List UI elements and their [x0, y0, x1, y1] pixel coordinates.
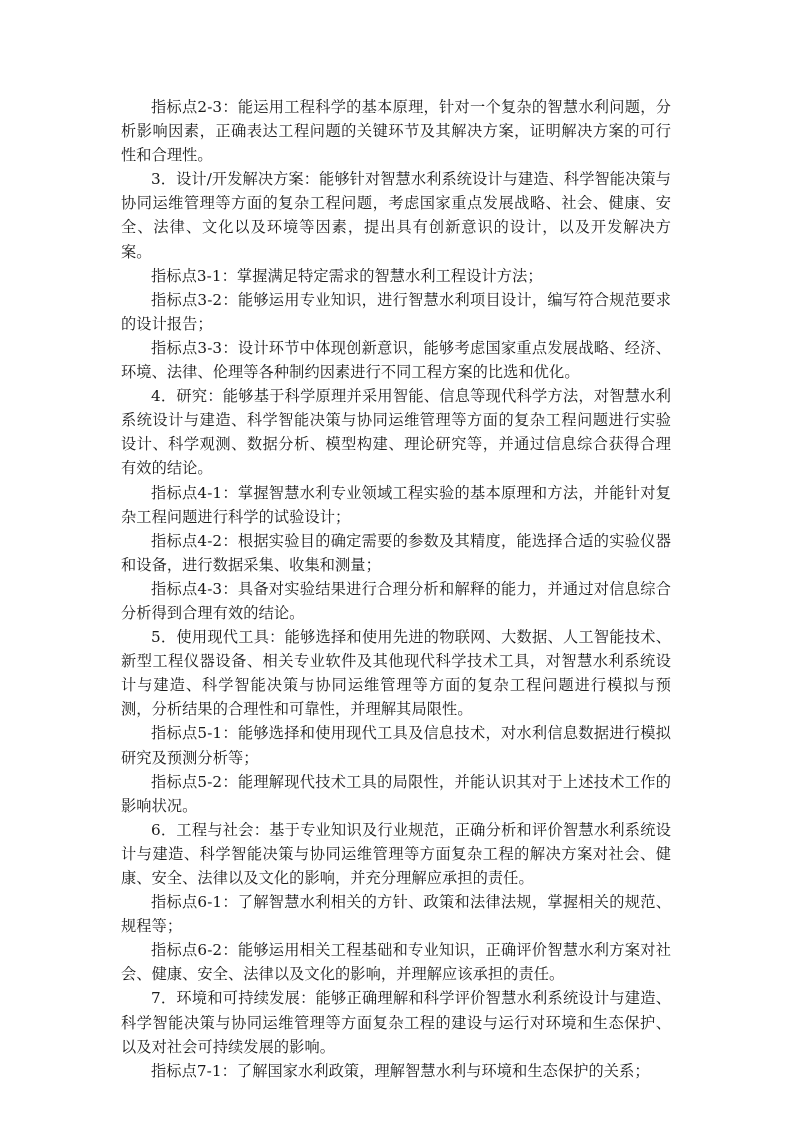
indicator-3-1: 指标点3-1：掌握满足特定需求的智慧水利工程设计方法； — [151, 266, 543, 285]
requirement-5-modern-tools: 5．使用现代工具：能够选择和使用先进的物联网、大数据、人工智能技术、新型工程仪器设备、相关专业软件及其他现代科学技术工具，对智慧水利系统设计与建造、科学智能决策与协同运维管理等方面的复杂工程问题进行模拟与预测，分析结果的合理性和可靠性，并理解其局限性。 — [121, 628, 671, 719]
indicator-5-1: 指标点5-1：能够选择和使用现代工具及信息技术，对水利信息数据进行模拟研究及预测分析等； — [121, 724, 671, 767]
requirement-3-design: 3．设计/开发解决方案：能够针对智慧水利系统设计与建造、科学智能决策与协同运维管理等方面的复杂工程问题，考虑国家重点发展战略、社会、健康、安全、法律、文化以及环境等因素，提出具有创新意识的设计，以及开发解决方案。 — [121, 170, 671, 261]
indicator-3-2: 指标点3-2：能够运用专业知识，进行智慧水利项目设计，编写符合规范要求的设计报告； — [121, 290, 671, 333]
indicator-4-1: 指标点4-1：掌握智慧水利专业领域工程实验的基本原理和方法，并能针对复杂工程问题进行科学的试验设计； — [121, 483, 671, 526]
requirement-6-engineering-society: 6．工程与社会：基于专业知识及行业规范，正确分析和评价智慧水利系统设计与建造、科学智能决策与协同运维管理等方面复杂工程的解决方案对社会、健康、安全、法律以及文化的影响，并充分理解应承担的责任。 — [121, 820, 671, 887]
indicator-4-2: 指标点4-2：根据实验目的确定需要的参数及其精度，能选择合适的实验仪器和设备，进行数据采集、收集和测量； — [121, 531, 671, 574]
requirement-7-environment: 7．环境和可持续发展：能够正确理解和科学评价智慧水利系统设计与建造、科学智能决策与协同运维管理等方面复杂工程的建设与运行对环境和生态保护、以及对社会可持续发展的影响。 — [121, 989, 671, 1056]
indicator-2-3: 指标点2-3：能运用工程科学的基本原理，针对一个复杂的智慧水利问题，分析影响因素，正确表达工程问题的关键环节及其解决方案，证明解决方案的可行性和合理性。 — [121, 98, 671, 165]
indicator-6-1: 指标点6-1：了解智慧水利相关的方针、政策和法律法规，掌握相关的规范、规程等； — [121, 893, 671, 936]
indicator-7-1: 指标点7-1：了解国家水利政策，理解智慧水利与环境和生态保护的关系； — [151, 1061, 650, 1080]
indicator-6-2: 指标点6-2：能够运用相关工程基础和专业知识，正确评价智慧水利方案对社会、健康、安全、法律以及文化的影响，并理解应该承担的责任。 — [121, 941, 671, 984]
indicator-3-3: 指标点3-3：设计环节中体现创新意识，能够考虑国家重点发展战略、经济、环境、法律、伦理等各种制约因素进行不同工程方案的比选和优化。 — [121, 338, 671, 382]
indicator-5-2: 指标点5-2：能理解现代技术工具的局限性，并能认识其对于上述技术工作的影响状况。 — [121, 772, 671, 815]
requirement-4-research: 4．研究：能够基于科学原理并采用智能、信息等现代科学方法，对智慧水利系统设计与建造、科学智能决策与协同运维管理等方面的复杂工程问题进行实验设计、科学观测、数据分析、模型构建、理论研究等，并通过信息综合获得合理有效的结论。 — [121, 387, 671, 478]
indicator-4-3: 指标点4-3：具备对实验结果进行合理分析和解释的能力，并通过对信息综合分析得到合理有效的结论。 — [121, 579, 671, 622]
document-page — [121, 95, 671, 1083]
